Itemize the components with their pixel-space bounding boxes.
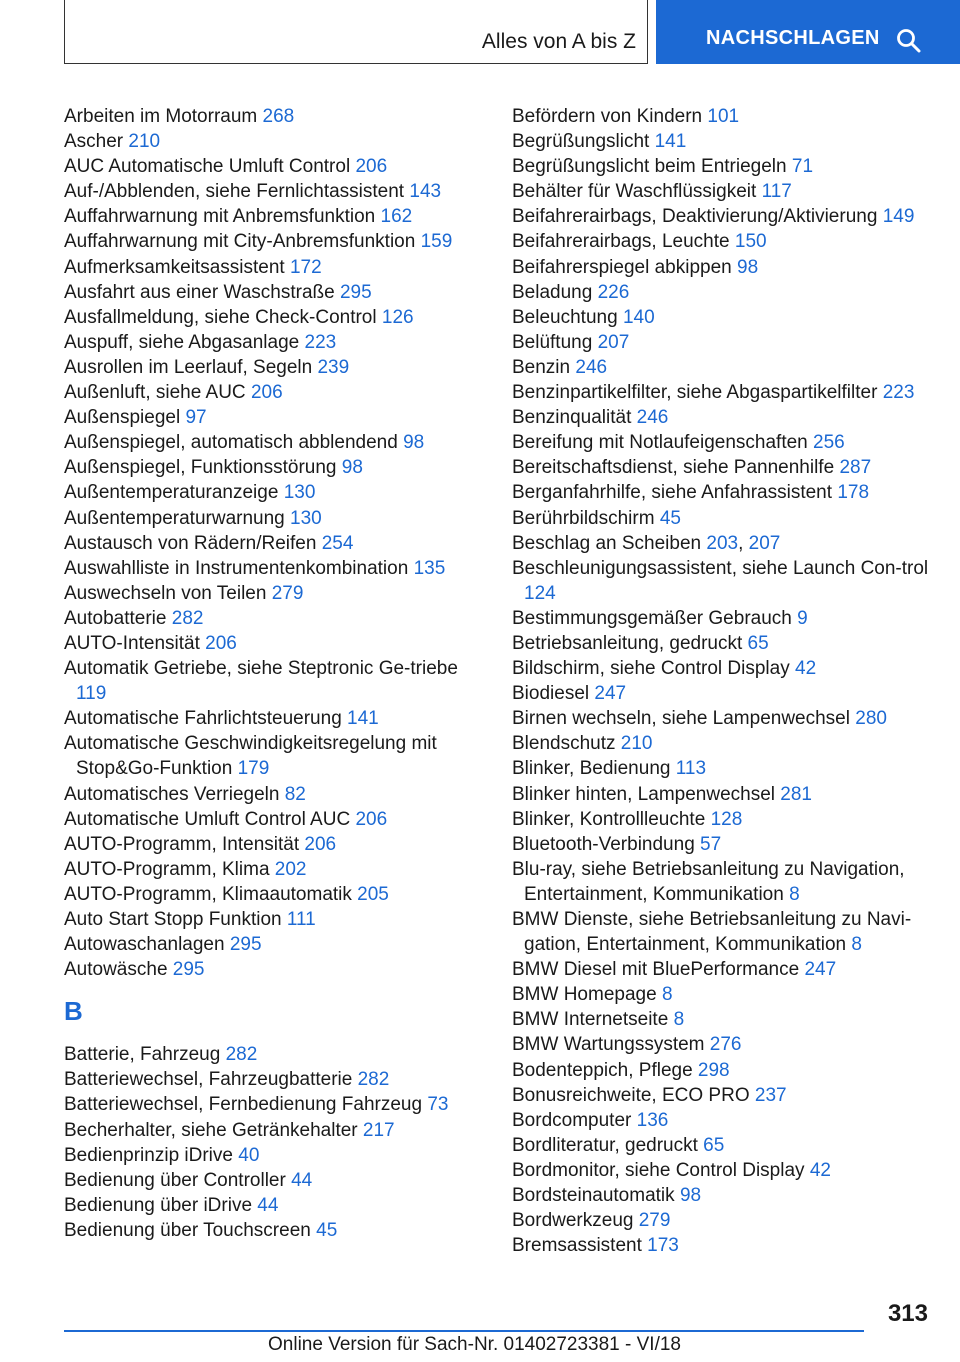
index-entry-term: Aufmerksamkeitsassistent [64, 256, 285, 278]
index-entry-term: BMW Internetseite [512, 1009, 669, 1031]
page-link[interactable]: 130 [283, 482, 316, 504]
page-link[interactable]: 206 [304, 833, 337, 855]
index-entry-term: BMW Wartungssystem [512, 1034, 705, 1056]
page-link[interactable]: 210 [620, 733, 653, 755]
page-link[interactable]: 246 [575, 356, 608, 378]
index-entry [512, 731, 932, 756]
page-link[interactable]: 111 [286, 909, 316, 930]
index-entry-term: Außentemperaturanzeige [64, 482, 279, 504]
index-entry [512, 756, 932, 781]
page-link[interactable]: 101 [707, 106, 740, 127]
index-entry [64, 129, 464, 154]
index-entry-term: AUTO-Intensität [64, 632, 200, 654]
section-letter-b: B [64, 996, 83, 1027]
page-link[interactable]: 268 [262, 106, 295, 127]
page-link[interactable]: 206 [205, 632, 237, 654]
page-link[interactable]: 223 [304, 331, 337, 353]
page-link[interactable]: 113 [675, 758, 707, 780]
nachschlagen-button[interactable] [656, 0, 960, 64]
page-link[interactable]: 8 [673, 1009, 685, 1031]
index-entry [64, 782, 464, 807]
index-entry-term: Befördern von Kindern [512, 106, 703, 127]
index-entry [64, 907, 464, 932]
index-entry [512, 1158, 932, 1183]
page-link[interactable]: 295 [339, 281, 372, 303]
index-entry [512, 982, 932, 1007]
index-entry [512, 1208, 932, 1233]
index-entry [512, 355, 932, 380]
index-entry [512, 832, 932, 857]
index-entry [512, 681, 932, 706]
index-entry-term: Bereifung mit Notlaufeigenschaften [512, 432, 808, 454]
index-entry [512, 656, 932, 681]
index-entry [512, 330, 932, 355]
index-entry: Beschlag an Scheiben 203, 207 [512, 532, 781, 554]
page-link[interactable]: 295 [172, 959, 205, 981]
page-link[interactable]: 172 [289, 256, 322, 278]
index-entry [64, 179, 464, 204]
page-link[interactable]: 82 [284, 783, 306, 805]
index-entry-term: Batteriewechsel, Fernbedienung Fahrzeug [64, 1094, 423, 1116]
index-entry [512, 305, 932, 330]
page-link[interactable]: 237 [754, 1084, 787, 1106]
search-icon [896, 28, 922, 54]
index-column-right [512, 104, 932, 1258]
index-entry-term: Blu-ray, siehe Betriebsanleitung zu Navigation, Entertainment, Kommunikation [512, 858, 905, 905]
index-entry-term: Bluetooth-Verbindung [512, 833, 695, 855]
index-entry [512, 506, 932, 531]
page-link[interactable]: 239 [317, 356, 350, 378]
index-entry [512, 957, 932, 982]
index-entry [512, 179, 932, 204]
index-entry-term: Begrüßungslicht beim Entriegeln [512, 156, 787, 178]
page-link[interactable]: 9 [797, 607, 808, 629]
index-entry [64, 154, 464, 179]
index-entry-term: Beleuchtung [512, 306, 618, 328]
page-link[interactable]: 143 [409, 181, 442, 203]
index-entry [512, 280, 932, 305]
index-entry [64, 857, 464, 882]
index-entry-term: AUTO-Programm, Klima [64, 858, 270, 880]
page-link[interactable]: 65 [747, 632, 769, 654]
index-entry [64, 104, 464, 129]
page-link[interactable]: 97 [185, 407, 207, 429]
page-link[interactable]: 135 [413, 557, 446, 579]
page-link[interactable]: 126 [381, 306, 414, 328]
page-link[interactable]: 8 [661, 984, 673, 1006]
index-entry [512, 706, 932, 731]
footer-divider [64, 1330, 864, 1332]
index-entry-term: BMW Diesel mit BluePerformance [512, 959, 800, 981]
page-link[interactable]: 281 [780, 783, 812, 805]
index-entry-term: Auffahrwarnung mit Anbremsfunktion [64, 206, 376, 228]
header-title: Alles von A bis Z [481, 30, 636, 53]
index-entry-term: Arbeiten im Motorraum [64, 106, 258, 127]
index-entry [64, 405, 464, 430]
page-link[interactable]: 117 [761, 181, 792, 203]
index-entry-term: Bremsassistent [512, 1235, 642, 1257]
index-entry-term: Blendschutz [512, 733, 616, 755]
index-entry-term: Benzin [512, 356, 571, 378]
index-entry-term: Ascher [64, 131, 124, 153]
index-entry-term: Berganfahrhilfe, siehe Anfahrassistent [512, 482, 833, 504]
index-entry-term: Austausch von Rädern/Reifen [64, 532, 317, 554]
index-entry-term: Automatische Umluft Control AUC [64, 808, 351, 830]
index-entry [64, 706, 464, 731]
page-link[interactable]: 8 [851, 934, 862, 956]
index-entry [512, 480, 932, 505]
index-entry [512, 1183, 932, 1208]
index-entry-term: Bildschirm, siehe Control Display [512, 658, 790, 680]
index-entry-term: Bodenteppich, Pflege [512, 1059, 693, 1081]
index-entry [512, 782, 932, 807]
page-link[interactable]: 98 [341, 457, 363, 479]
page-number: 313 [887, 1300, 928, 1327]
page-link[interactable]: 287 [839, 457, 872, 479]
index-entry [64, 305, 464, 330]
index-entry-term: Bedienung über Controller [64, 1169, 286, 1191]
index-entry-term: Bordwerkzeug [512, 1210, 634, 1232]
index-entry [64, 1218, 464, 1243]
index-entry [64, 204, 464, 229]
page-link[interactable]: 42 [795, 658, 817, 680]
index-entry [512, 204, 932, 229]
page-link[interactable]: 42 [809, 1159, 831, 1181]
index-entry [512, 1083, 932, 1108]
page-link[interactable]: 282 [171, 607, 204, 629]
page-link[interactable]: 173 [647, 1235, 679, 1257]
index-entry [64, 1067, 464, 1092]
index-entry-term: Beschleunigungsassistent, siehe Launch Con-trol [512, 557, 929, 579]
index-entry-term: BMW Homepage [512, 984, 657, 1006]
index-entry-term: Außentemperaturwarnung [64, 507, 285, 529]
index-entry-term: Bordsteinautomatik [512, 1185, 675, 1207]
page-link[interactable]: 119 [76, 683, 107, 705]
index-entry [512, 556, 932, 606]
index-entry [64, 832, 464, 857]
index-entry-term: Bordcomputer [512, 1109, 632, 1131]
page-link[interactable]: 40 [238, 1144, 260, 1166]
page-link[interactable]: 128 [710, 808, 743, 830]
index-entry-term: Ausrollen im Leerlauf, Segeln [64, 356, 313, 378]
index-entry [64, 229, 464, 254]
index-entry [64, 731, 464, 781]
index-entry [512, 1058, 932, 1083]
index-entry-term: Bedienung über iDrive [64, 1194, 253, 1216]
page-link[interactable]: 247 [594, 683, 627, 705]
index-list-b-left [64, 1042, 464, 1243]
page-link[interactable]: 8 [789, 883, 800, 905]
page-link[interactable]: 150 [734, 231, 767, 253]
index-entry [64, 807, 464, 832]
index-entry [64, 280, 464, 305]
page-link[interactable]: 44 [291, 1169, 313, 1191]
index-entry-term: Blinker, Bedienung [512, 758, 671, 780]
index-entry-term: Auto Start Stopp Funktion [64, 909, 282, 930]
page-link[interactable]: 162 [380, 206, 413, 228]
index-entry [512, 1108, 932, 1133]
page-link[interactable]: 45 [316, 1219, 338, 1241]
index-entry [512, 104, 932, 129]
index-entry-term: Auffahrwarnung mit City-Anbremsfunktion [64, 231, 416, 253]
index-entry [512, 1007, 932, 1032]
index-entry [64, 355, 464, 380]
page-link[interactable]: 254 [321, 532, 354, 554]
page-link[interactable]: 279 [638, 1210, 671, 1232]
index-entry-term: Ausfahrt aus einer Waschstraße [64, 281, 335, 303]
page-link[interactable]: 136 [636, 1109, 669, 1131]
index-entry-term: Auswahlliste in Instrumentenkombination [64, 557, 409, 579]
page-link[interactable]: 203 [706, 532, 739, 554]
index-entry [64, 656, 464, 706]
index-entry-term: Bonusreichweite, ECO PRO [512, 1084, 750, 1106]
index-entry-term: Außenspiegel, automatisch abblendend [64, 432, 398, 454]
index-entry [512, 255, 932, 280]
index-entry [512, 154, 932, 179]
page-link[interactable]: 205 [357, 883, 389, 905]
index-entry-term: Außenluft, siehe AUC [64, 382, 246, 404]
page-link[interactable]: 207 [597, 331, 630, 353]
index-entry [64, 631, 464, 656]
index-entry [512, 1233, 932, 1258]
page-link[interactable]: 57 [700, 833, 722, 855]
index-entry-term: AUTO-Programm, Klimaautomatik [64, 883, 352, 905]
index-entry-term: Beifahrerairbags, Deaktivierung/Aktivierung [512, 206, 878, 228]
index-entry [64, 1193, 464, 1218]
page-link[interactable]: 247 [804, 959, 837, 981]
index-entry-term: Ausfallmeldung, siehe Check-Control [64, 306, 377, 328]
page-link[interactable]: 130 [290, 507, 322, 529]
index-entry [64, 1143, 464, 1168]
index-entry [64, 430, 464, 455]
index-entry-term: Behälter für Waschflüssigkeit [512, 181, 757, 203]
page-link[interactable]: 141 [347, 708, 379, 730]
index-entry-term: Autowäsche [64, 959, 168, 981]
index-entry-term: Bestimmungsgemäßer Gebrauch [512, 607, 792, 629]
index-entry [512, 807, 932, 832]
index-entry-term: Beschlag an Scheiben [512, 532, 702, 554]
index-entry [512, 380, 932, 405]
index-entry-term: Bedienung über Touchscreen [64, 1219, 311, 1241]
index-entry [512, 455, 932, 480]
index-entry [512, 229, 932, 254]
index-entry-term: Benzinqualität [512, 407, 632, 429]
page-link[interactable]: 98 [679, 1185, 702, 1207]
index-entry [64, 1042, 464, 1067]
page-link[interactable]: 44 [257, 1194, 279, 1216]
index-entry [64, 506, 464, 531]
index-entry-term: Beifahrerairbags, Leuchte [512, 231, 730, 253]
index-list-a [64, 104, 464, 982]
index-entry-term: Außenspiegel [64, 407, 181, 429]
page-link[interactable]: 45 [659, 507, 681, 529]
page-link[interactable]: 124 [524, 582, 556, 604]
index-entry [512, 857, 932, 907]
index-entry-term: Auspuff, siehe Abgasanlage [64, 331, 300, 353]
index-column-left [64, 104, 464, 1243]
index-entry [64, 1168, 464, 1193]
page-link[interactable]: 159 [420, 231, 453, 253]
index-entry [512, 631, 932, 656]
page-link[interactable]: 141 [654, 131, 687, 153]
index-entry-term: Blinker, Kontrollleuchte [512, 808, 706, 830]
page-link[interactable]: 206 [250, 382, 283, 404]
index-entry-term: AUTO-Programm, Intensität [64, 833, 300, 855]
index-entry-term: Auswechseln von Teilen [64, 582, 267, 604]
index-entry-term: Autobatterie [64, 607, 167, 629]
index-entry-term: Automatisches Verriegeln [64, 783, 280, 805]
index-entry-term: Automatik Getriebe, siehe Steptronic Ge-triebe [64, 658, 458, 680]
index-entry-term: Bedienprinzip iDrive [64, 1144, 233, 1166]
index-entry [64, 1118, 464, 1143]
page-link[interactable]: 178 [837, 482, 870, 504]
page-link[interactable]: 98 [737, 256, 759, 278]
nachschlagen-label: NACHSCHLAGEN [706, 27, 880, 49]
index-entry-term: Batteriewechsel, Fahrzeugbatterie [64, 1069, 353, 1091]
index-entry [512, 430, 932, 455]
page-link[interactable]: 217 [362, 1119, 395, 1141]
index-entry [64, 932, 464, 957]
index-entry-term: Beladung [512, 281, 593, 303]
index-entry-term: Begrüßungslicht [512, 131, 650, 153]
index-entry-term: Blinker hinten, Lampenwechsel [512, 783, 775, 805]
index-entry-term: Automatische Fahrlichtsteuerung [64, 708, 342, 730]
page-link[interactable]: 73 [427, 1094, 449, 1116]
page-link[interactable]: 206 [355, 156, 388, 178]
index-entry-term: AUC Automatische Umluft Control [64, 156, 351, 178]
index-entry [512, 606, 932, 631]
index-entry-term: Beifahrerspiegel abkippen [512, 256, 732, 278]
index-entry [64, 480, 464, 505]
page-link[interactable]: 282 [357, 1069, 390, 1091]
index-entry-term: Bordmonitor, siehe Control Display [512, 1159, 805, 1181]
index-entry [64, 581, 464, 606]
page-link[interactable]: 149 [882, 206, 915, 228]
index-entry-term: Automatische Geschwindigkeitsregelung mit Stop&Go-Funktion [64, 733, 437, 780]
index-entry [512, 1032, 932, 1057]
page-link[interactable]: 65 [703, 1134, 725, 1156]
index-entry [64, 556, 464, 581]
index-entry-term: Belüftung [512, 331, 593, 353]
page-link[interactable]: 282 [225, 1044, 258, 1066]
page-link[interactable]: 223 [882, 382, 915, 404]
page-link[interactable]: 202 [274, 858, 307, 880]
page-link[interactable]: 98 [403, 432, 425, 454]
index-entry [64, 882, 464, 907]
index-entry [64, 957, 464, 982]
index-entry-term: Berührbildschirm [512, 507, 655, 529]
index-entry-term: BMW Dienste, siehe Betriebsanleitung zu Navi-gation, Entertainment, Kommunikation [512, 909, 912, 956]
page-link[interactable]: 179 [237, 758, 270, 780]
index-entry [64, 330, 464, 355]
page-link[interactable]: 279 [271, 582, 304, 604]
index-entry [64, 531, 464, 556]
index-entry-term: Bordliteratur, gedruckt [512, 1134, 698, 1156]
index-entry-term: Biodiesel [512, 683, 590, 705]
index-entry-term: Autowaschanlagen [64, 934, 225, 956]
index-entry-term: Batterie, Fahrzeug [64, 1044, 221, 1066]
page-link[interactable]: 206 [355, 808, 388, 830]
index-entry [64, 380, 464, 405]
page-link[interactable]: 71 [791, 156, 814, 178]
index-entry [64, 1092, 464, 1117]
page-link[interactable]: 256 [813, 432, 845, 454]
index-list-b-right [512, 104, 932, 1258]
index-entry-term: Benzinpartikelfilter, siehe Abgaspartikelfilter [512, 382, 878, 404]
index-entry [512, 1133, 932, 1158]
index-entry-term: Betriebsanleitung, gedruckt [512, 632, 743, 654]
index-entry [64, 255, 464, 280]
index-entry-term: Bereitschaftsdienst, siehe Pannenhilfe [512, 457, 835, 479]
footer-text: Online Version für Sach-Nr. 01402723381 - VI/18 [268, 1334, 681, 1355]
page-link[interactable]: 207 [748, 532, 781, 554]
index-entry-term: Außenspiegel, Funktionsstörung [64, 457, 337, 479]
page-link[interactable]: 295 [229, 934, 262, 956]
page-link[interactable]: 226 [597, 281, 630, 303]
index-entry [512, 129, 932, 154]
page-link[interactable]: 210 [128, 131, 161, 153]
index-entry [512, 907, 932, 957]
page-link[interactable]: 246 [636, 407, 669, 429]
page-link[interactable]: 298 [697, 1059, 730, 1081]
index-entry-term: Auf-/Abblenden, siehe Fernlichtassistent [64, 181, 405, 203]
index-entry [64, 606, 464, 631]
page-link[interactable]: 140 [622, 306, 655, 328]
index-entry [512, 405, 932, 430]
page-link[interactable]: 280 [855, 708, 887, 730]
page-link[interactable]: 276 [709, 1034, 742, 1056]
index-entry-term: Becherhalter, siehe Getränkehalter [64, 1119, 358, 1141]
index-entry [64, 455, 464, 480]
index-entry-term: Birnen wechseln, siehe Lampenwechsel [512, 708, 850, 730]
